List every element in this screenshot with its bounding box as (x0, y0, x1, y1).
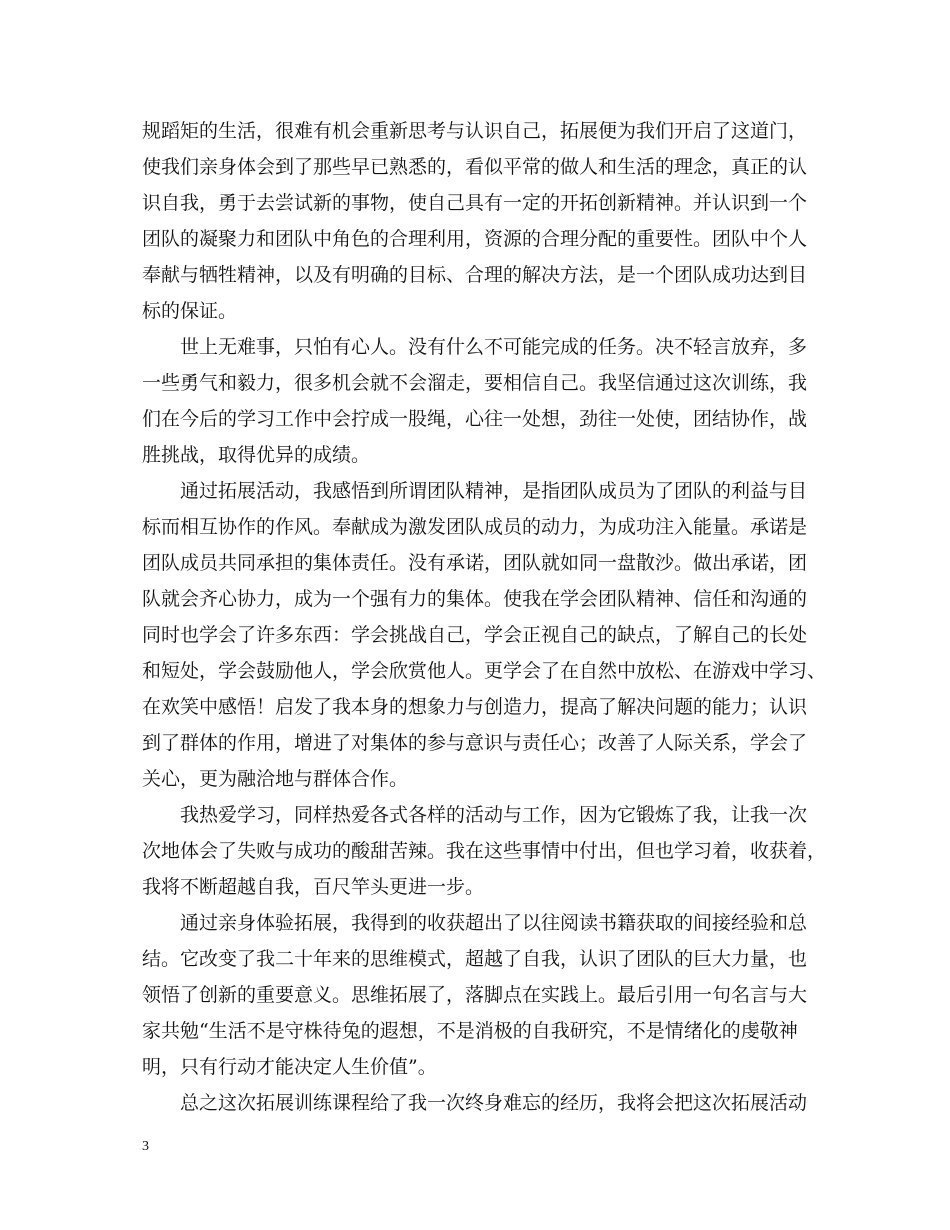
text-line: 标而相互协作的作风。奉献成为激发团队成员的动力，为成功注入能量。承诺是 (142, 516, 808, 538)
text-line: 关心，更为融洽地与群体合作。 (142, 768, 409, 790)
text-line: 家共勉“生活不是守株待兔的遐想，不是消极的自我研究，不是情绪化的虔敬神 (142, 1020, 798, 1042)
text-line: 领悟了创新的重要意义。思维拓展了，落脚点在实践上。最后引用一句名言与大 (142, 984, 808, 1006)
text-line: 结。它改变了我二十年来的思维模式，超越了自我，认识了团队的巨大力量，也 (142, 948, 808, 970)
text-line: 到了群体的作用，增进了对集体的参与意识与责任心；改善了人际关系，学会了 (142, 732, 808, 754)
text-line: 次地体会了失败与成功的酸甜苦辣。我在这些事情中付出，但也学习着，收获着， (142, 840, 827, 862)
text-line: 在欢笑中感悟！启发了我本身的想象力与创造力，提高了解决问题的能力；认识 (142, 696, 808, 718)
text-line: 团队成员共同承担的集体责任。没有承诺，团队就如同一盘散沙。做出承诺，团 (142, 552, 808, 574)
text-line: 总之这次拓展训练课程给了我一次终身难忘的经历，我将会把这次拓展活动 (180, 1092, 808, 1114)
text-line: 奉献与牺牲精神，以及有明确的目标、合理的解决方法，是一个团队成功达到目 (142, 264, 808, 286)
text-line: 团队的凝聚力和团队中角色的合理利用，资源的合理分配的重要性。团队中个人 (142, 228, 808, 250)
text-line: 我将不断超越自我，百尺竿头更进一步。 (142, 876, 485, 898)
text-line: 明，只有行动才能决定人生价值”。 (142, 1056, 437, 1078)
text-line: 使我们亲身体会到了那些早已熟悉的，看似平常的做人和生活的理念，真正的认 (142, 156, 808, 178)
text-line: 通过拓展活动，我感悟到所谓团队精神，是指团队成员为了团队的利益与目 (180, 480, 808, 502)
text-line: 和短处，学会鼓励他人，学会欣赏他人。更学会了在自然中放松、在游戏中学习、 (142, 660, 827, 682)
text-line: 标的保证。 (142, 300, 238, 322)
text-line: 一些勇气和毅力，很多机会就不会溜走，要相信自己。我坚信通过这次训练，我 (142, 372, 808, 394)
text-line: 同时也学会了许多东西：学会挑战自己，学会正视自己的缺点，了解自己的长处 (142, 624, 808, 646)
page-number: 3 (142, 1139, 149, 1154)
text-line: 胜挑战，取得优异的成绩。 (142, 444, 371, 466)
text-line: 我热爱学习，同样热爱各式各样的活动与工作，因为它锻炼了我，让我一次 (180, 804, 808, 826)
text-line: 们在今后的学习工作中会拧成一股绳，心往一处想，劲往一处使，团结协作，战 (142, 408, 808, 430)
text-line: 队就会齐心协力，成为一个强有力的集体。使我在学会团队精神、信任和沟通的 (142, 588, 808, 610)
text-line: 世上无难事，只怕有心人。没有什么不可能完成的任务。决不轻言放弃，多 (180, 336, 808, 358)
text-line: 识自我，勇于去尝试新的事物，使自己具有一定的开拓创新精神。并认识到一个 (142, 192, 808, 214)
text-line: 规蹈矩的生活，很难有机会重新思考与认识自己，拓展便为我们开启了这道门， (142, 120, 808, 142)
text-line: 通过亲身体验拓展，我得到的收获超出了以往阅读书籍获取的间接经验和总 (180, 912, 808, 934)
